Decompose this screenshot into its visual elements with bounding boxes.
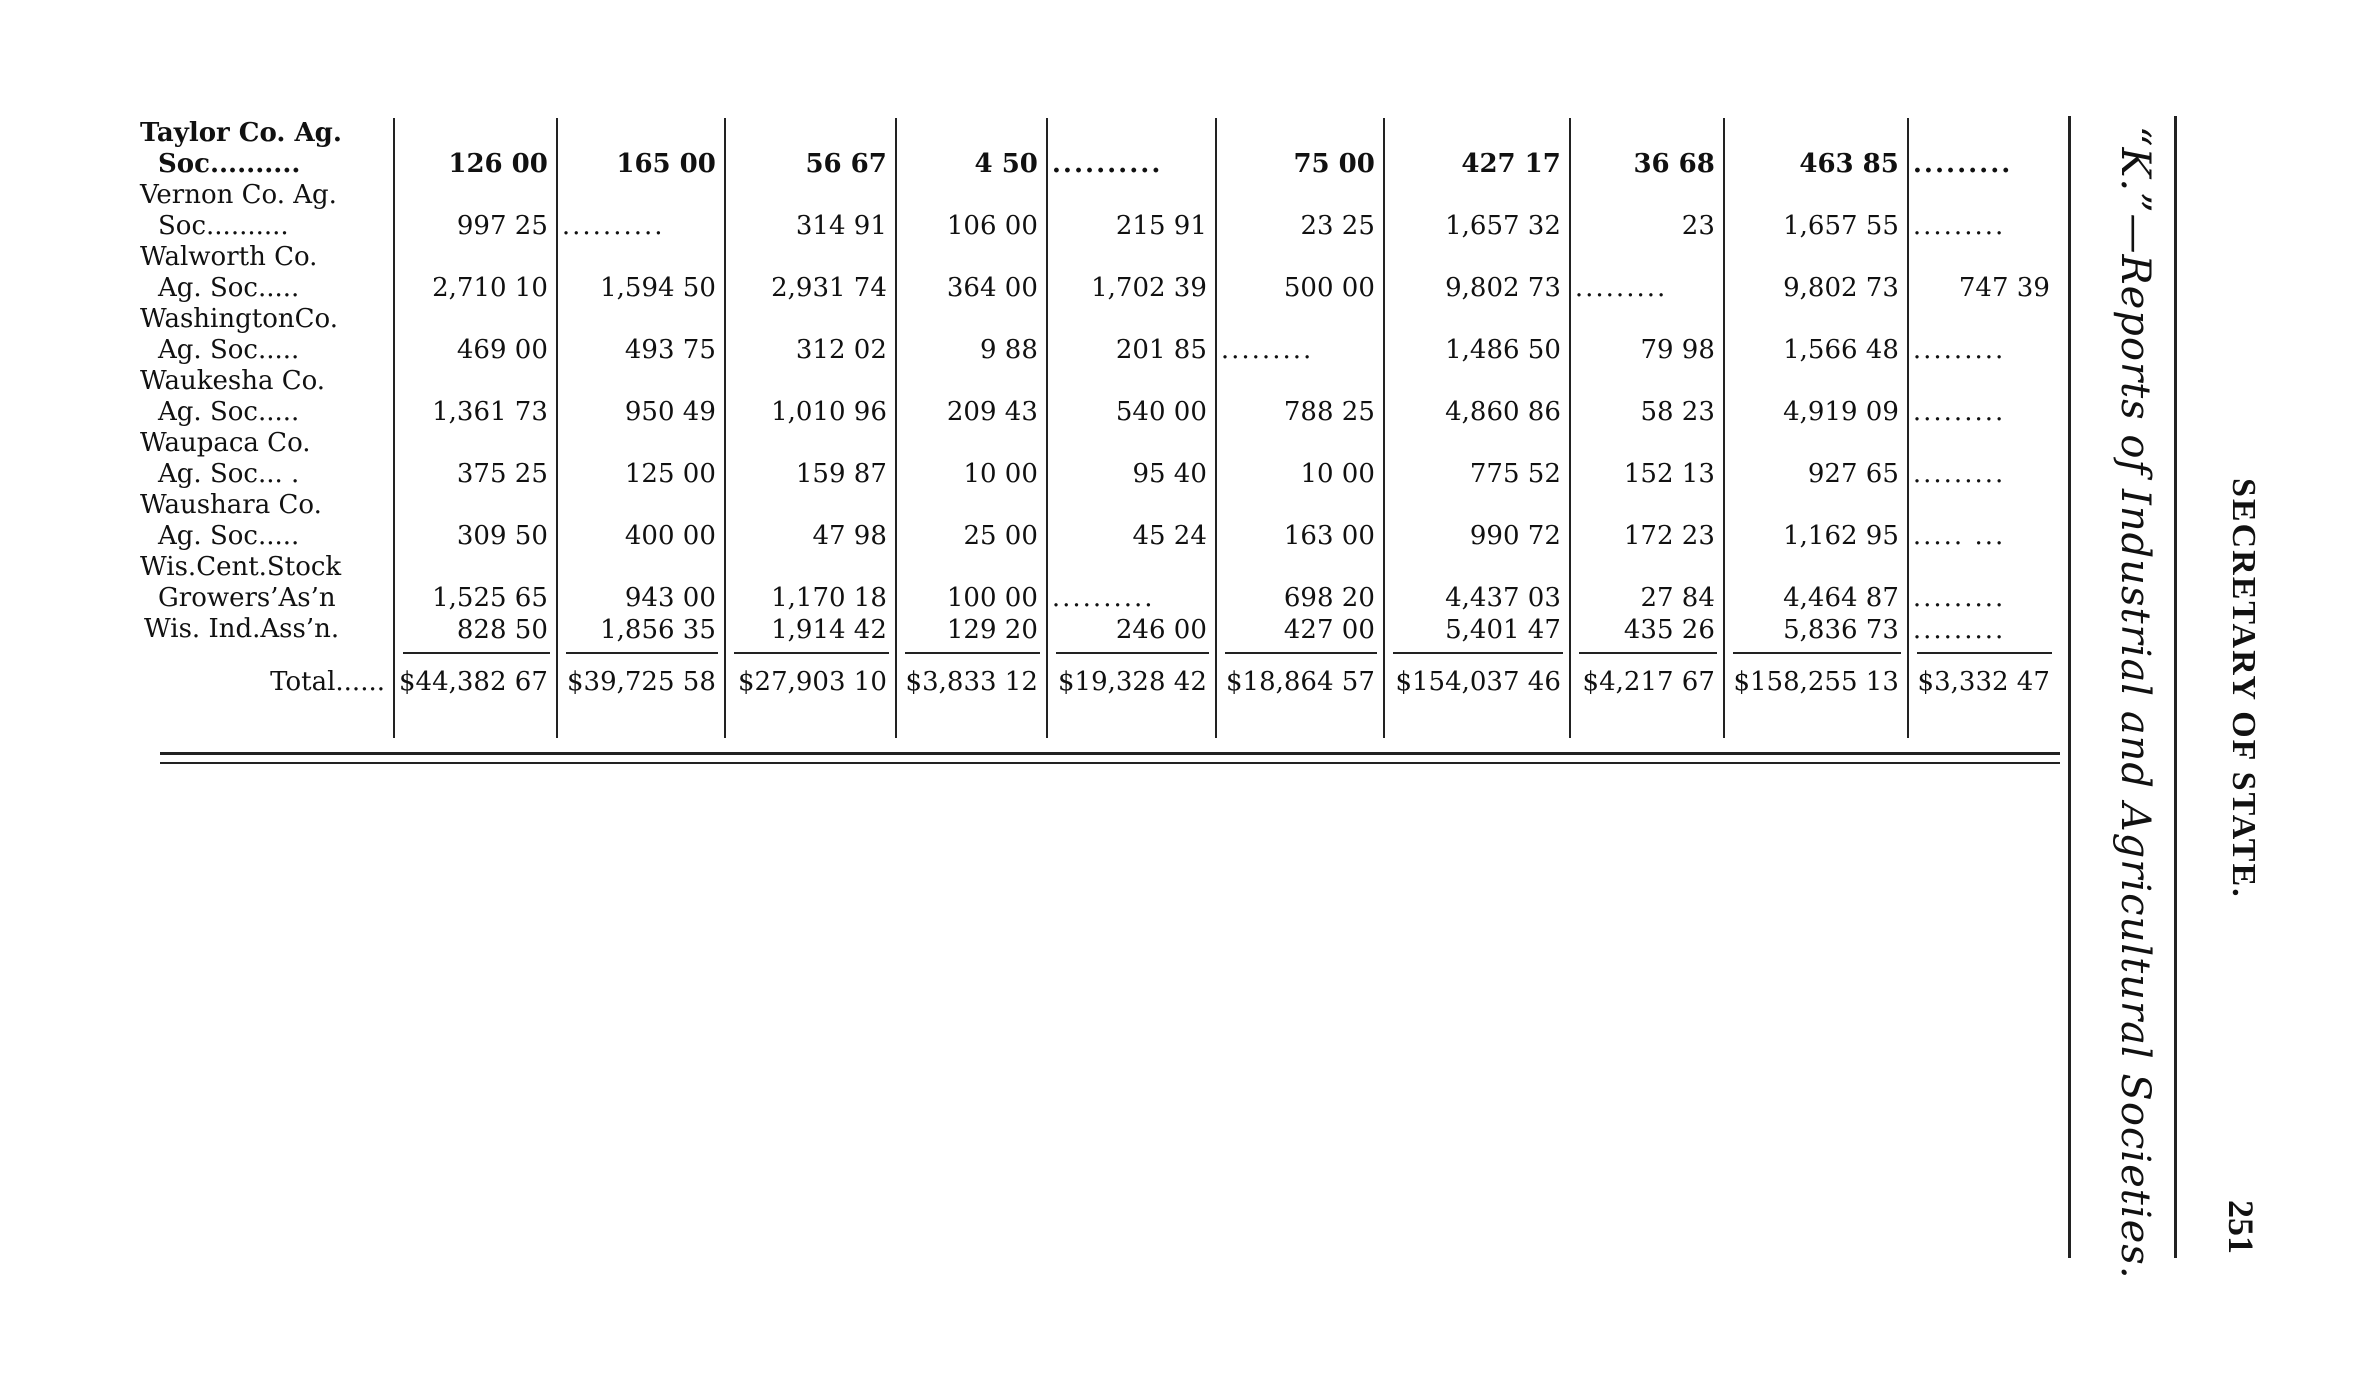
amount-cell: 493 75: [557, 304, 725, 366]
page-number: 251: [2221, 1200, 2261, 1254]
amount-cell: 10 00: [1216, 428, 1384, 490]
amount-cell: 47 98: [725, 490, 896, 552]
table-tail-cell: [140, 704, 394, 738]
amount-cell: .........: [1908, 304, 2058, 366]
amount-cell: 4,464 87: [1724, 552, 1908, 614]
amount-cell: .........: [1908, 118, 2058, 180]
margin-rule-outer: [2174, 116, 2177, 1258]
amount-cell: .........: [1908, 180, 2058, 242]
society-name: [140, 614, 394, 646]
total-rule-cell: [140, 646, 394, 660]
table-row: [140, 552, 2058, 614]
amount-cell: 201 85: [1047, 304, 1216, 366]
amount-cell: 23: [1570, 180, 1724, 242]
total-rule-cell: [1724, 646, 1908, 660]
table-body: [140, 118, 2058, 738]
society-name-line2: Ag. Soc.....: [158, 397, 300, 427]
amount-cell: 540 00: [1047, 366, 1216, 428]
table-tail-cell: [1724, 704, 1908, 738]
amount-cell: 950 49: [557, 366, 725, 428]
total-amount-cell: $27,903 10: [725, 660, 896, 704]
amount-cell: 159 87: [725, 428, 896, 490]
amount-cell: 5,401 47: [1384, 614, 1570, 646]
amount-cell: 990 72: [1384, 490, 1570, 552]
society-name: [140, 490, 394, 552]
society-name-line1: Taylor Co. Ag.: [140, 118, 342, 148]
amount-cell: 9,802 73: [1384, 242, 1570, 304]
amount-cell: 1,702 39: [1047, 242, 1216, 304]
amount-cell: 1,486 50: [1384, 304, 1570, 366]
table-tail-cell: [1384, 704, 1570, 738]
society-name-line2: Soc..........: [158, 149, 301, 179]
amount-cell: 314 91: [725, 180, 896, 242]
total-rule-row: [140, 646, 2058, 660]
society-name: [140, 180, 394, 242]
amount-cell: 172 23: [1570, 490, 1724, 552]
amount-cell: 1,914 42: [725, 614, 896, 646]
society-name-line1: Waukesha Co.: [140, 366, 326, 396]
amount-cell: 4 50: [896, 118, 1047, 180]
amount-cell: 1,525 65: [394, 552, 557, 614]
amount-cell: 1,010 96: [725, 366, 896, 428]
amount-cell: 23 25: [1216, 180, 1384, 242]
amount-cell: 125 00: [557, 428, 725, 490]
total-rule-cell: [896, 646, 1047, 660]
amount-cell: 1,856 35: [557, 614, 725, 646]
total-amount-cell: $39,725 58: [557, 660, 725, 704]
total-amount-cell: $154,037 46: [1384, 660, 1570, 704]
amount-cell: 4,860 86: [1384, 366, 1570, 428]
total-amount-cell: $19,328 42: [1047, 660, 1216, 704]
bottom-rule-lower: [160, 762, 2060, 764]
total-amount-cell: $158,255 13: [1724, 660, 1908, 704]
amount-cell: 246 00: [1047, 614, 1216, 646]
society-name: [140, 428, 394, 490]
amount-cell: 45 24: [1047, 490, 1216, 552]
table-row: [140, 304, 2058, 366]
amount-cell: 828 50: [394, 614, 557, 646]
amount-cell: 698 20: [1216, 552, 1384, 614]
amount-cell: ..........: [557, 180, 725, 242]
amount-cell: 25 00: [896, 490, 1047, 552]
society-name-line2: Soc..........: [158, 211, 289, 241]
society-name: [140, 552, 394, 614]
amount-cell: .........: [1908, 428, 2058, 490]
amount-cell: 95 40: [1047, 428, 1216, 490]
table-row: [140, 428, 2058, 490]
amount-cell: 1,162 95: [1724, 490, 1908, 552]
total-amount-cell: $3,332 47: [1908, 660, 2058, 704]
total-amount-cell: $4,217 67: [1570, 660, 1724, 704]
society-name-line2: Ag. Soc.....: [158, 335, 300, 365]
amount-cell: 997 25: [394, 180, 557, 242]
amount-cell: 1,566 48: [1724, 304, 1908, 366]
society-name: [140, 242, 394, 304]
amount-cell: 1,361 73: [394, 366, 557, 428]
total-rule-cell: [725, 646, 896, 660]
society-name-line1: WashingtonCo.: [140, 304, 338, 334]
society-name-line1: Walworth Co.: [140, 242, 318, 272]
amount-cell: 4,919 09: [1724, 366, 1908, 428]
amount-cell: 1,170 18: [725, 552, 896, 614]
table-tail-cell: [1047, 704, 1216, 738]
amount-cell: 375 25: [394, 428, 557, 490]
amount-cell: 1,594 50: [557, 242, 725, 304]
amount-cell: 469 00: [394, 304, 557, 366]
amount-cell: 2,931 74: [725, 242, 896, 304]
total-rule-cell: [557, 646, 725, 660]
amount-cell: 163 00: [1216, 490, 1384, 552]
amount-cell: 435 26: [1570, 614, 1724, 646]
amount-cell: .........: [1570, 242, 1724, 304]
amount-cell: 943 00: [557, 552, 725, 614]
table-tail-cell: [896, 704, 1047, 738]
amount-cell: 788 25: [1216, 366, 1384, 428]
amount-cell: 36 68: [1570, 118, 1724, 180]
amount-cell: ..........: [1047, 118, 1216, 180]
table-row: [140, 614, 2058, 646]
amount-cell: 75 00: [1216, 118, 1384, 180]
society-name-line1: Waupaca Co.: [140, 428, 311, 458]
amount-cell: 58 23: [1570, 366, 1724, 428]
table-row: [140, 118, 2058, 180]
amount-cell: 129 20: [896, 614, 1047, 646]
society-name-line2: Ag. Soc.....: [158, 521, 300, 551]
amount-cell: 209 43: [896, 366, 1047, 428]
table-tail-cell: [557, 704, 725, 738]
amount-cell: 9,802 73: [1724, 242, 1908, 304]
amount-cell: 152 13: [1570, 428, 1724, 490]
amount-cell: 400 00: [557, 490, 725, 552]
total-rule-cell: [1384, 646, 1570, 660]
society-reports-table: [140, 118, 2058, 738]
amount-cell: 79 98: [1570, 304, 1724, 366]
society-name-line1: Wis.Cent.Stock: [140, 552, 342, 582]
table-row: [140, 180, 2058, 242]
society-name-line1: Waushara Co.: [140, 490, 322, 520]
table-tail-row: [140, 704, 2058, 738]
table-tail-cell: [394, 704, 557, 738]
total-rule-cell: [1570, 646, 1724, 660]
amount-cell: .........: [1908, 552, 2058, 614]
amount-cell: 4,437 03: [1384, 552, 1570, 614]
table-tail-cell: [1908, 704, 2058, 738]
table-row: [140, 366, 2058, 428]
total-rule-cell: [1908, 646, 2058, 660]
amount-cell: 9 88: [896, 304, 1047, 366]
society-name-line1: Vernon Co. Ag.: [140, 180, 337, 210]
amount-cell: 500 00: [1216, 242, 1384, 304]
society-name-line1: Wis. Ind.Ass’n.: [144, 614, 340, 644]
section-title: “K.”—Reports of Industrial and Agricultural Societies.: [2112, 126, 2158, 1280]
total-rule-cell: [1047, 646, 1216, 660]
amount-cell: 215 91: [1047, 180, 1216, 242]
total-amount-cell: $3,833 12: [896, 660, 1047, 704]
amount-cell: .........: [1216, 304, 1384, 366]
running-head: SECRETARY OF STATE.: [2225, 478, 2262, 899]
amount-cell: 463 85: [1724, 118, 1908, 180]
table-tail-cell: [1570, 704, 1724, 738]
amount-cell: 10 00: [896, 428, 1047, 490]
amount-cell: ..... ...: [1908, 490, 2058, 552]
amount-cell: 5,836 73: [1724, 614, 1908, 646]
margin-rule-inner: [2068, 116, 2071, 1258]
amount-cell: 927 65: [1724, 428, 1908, 490]
society-name: [140, 366, 394, 428]
amount-cell: ..........: [1047, 552, 1216, 614]
amount-cell: 312 02: [725, 304, 896, 366]
amount-cell: 364 00: [896, 242, 1047, 304]
amount-cell: .........: [1908, 366, 2058, 428]
amount-cell: 1,657 55: [1724, 180, 1908, 242]
total-rule-cell: [1216, 646, 1384, 660]
bottom-rule-upper: [160, 752, 2060, 755]
society-name: [140, 304, 394, 366]
table-row: [140, 490, 2058, 552]
amount-cell: 427 17: [1384, 118, 1570, 180]
amount-cell: .........: [1908, 614, 2058, 646]
total-amount-cell: $18,864 57: [1216, 660, 1384, 704]
amount-cell: 309 50: [394, 490, 557, 552]
total-rule-cell: [394, 646, 557, 660]
table-tail-cell: [725, 704, 896, 738]
amount-cell: 165 00: [557, 118, 725, 180]
amount-cell: 126 00: [394, 118, 557, 180]
society-name-line2: Ag. Soc.....: [158, 273, 300, 303]
amount-cell: 2,710 10: [394, 242, 557, 304]
amount-cell: 775 52: [1384, 428, 1570, 490]
total-label: Total......: [270, 666, 385, 697]
society-name: [140, 118, 394, 180]
amount-cell: 100 00: [896, 552, 1047, 614]
total-row: [140, 660, 2058, 704]
society-name-line2: Ag. Soc... .: [158, 459, 300, 489]
amount-cell: 427 00: [1216, 614, 1384, 646]
amount-cell: 56 67: [725, 118, 896, 180]
society-name-line2: Growers’As’n: [158, 583, 336, 613]
amount-cell: 1,657 32: [1384, 180, 1570, 242]
amount-cell: 106 00: [896, 180, 1047, 242]
amount-cell: 747 39: [1908, 242, 2058, 304]
total-amount-cell: $44,382 67: [394, 660, 557, 704]
table-tail-cell: [1216, 704, 1384, 738]
table-row: [140, 242, 2058, 304]
amount-cell: 27 84: [1570, 552, 1724, 614]
